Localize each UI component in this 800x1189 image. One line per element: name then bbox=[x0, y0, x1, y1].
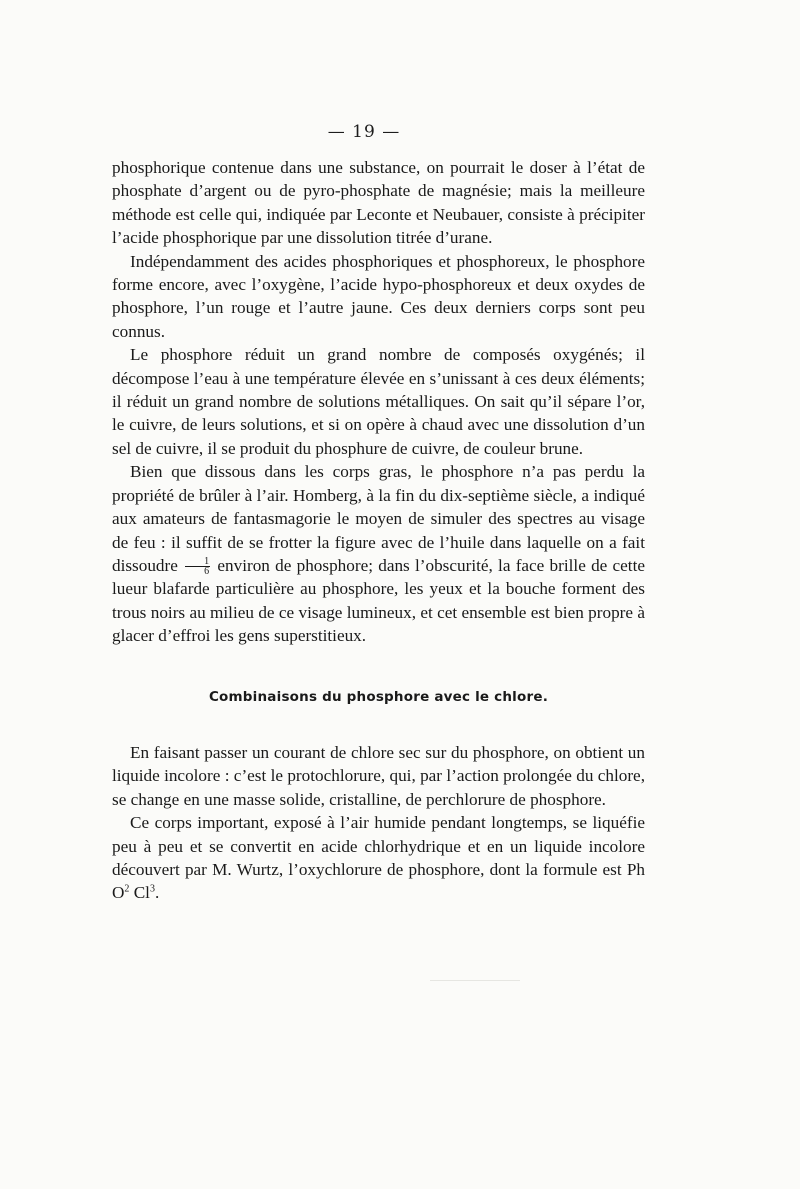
paragraph-4-part-1: Bien que dissous dans les corps gras, le phosphore n’a pas perdu la propriété de brûler à l’air. Homberg, à la fin du dix-septième siècle, a indiqué aux amateurs de fantasmagorie le moyen de simuler des spectres au visage de feu : il suffit de se frotter la figure avec de l’huile dans laquelle on a fait dissoudre bbox=[112, 462, 645, 575]
paragraph-1: phosphorique contenue dans une substance, on pourrait le doser à l’état de phosphate d’argent ou de pyro-phosphate de magnésie; mais la meilleure méthode est celle qui, indiquée par Leconte et Neubauer, consiste à précipiter l’acide phosphorique par une dissolution titrée d’urane. bbox=[112, 158, 645, 248]
paragraph-4 bbox=[112, 460, 645, 647]
paragraph-4-part-2: environ de phosphore; dans l’obscurité, la face brille de cette lueur blafarde particulière au phosphore, les yeux et la bouche forment des trous noirs au milieu de ce visage lumineux, et cet ensemble est bien propre à glacer d’effroi les gens superstitieux. bbox=[112, 555, 645, 646]
section-heading: Combinaisons du phosphore avec le chlore. bbox=[208, 688, 549, 705]
body-text bbox=[112, 156, 645, 905]
page-number: — 19 — bbox=[327, 122, 401, 142]
formula-subscript-chlorine: 3 bbox=[149, 883, 155, 895]
formula-end: . bbox=[154, 883, 160, 903]
formula-subscript-oxygen: 2 bbox=[124, 883, 130, 895]
show-through-mark bbox=[430, 980, 520, 981]
fraction-numerator: 1 bbox=[185, 557, 210, 567]
fraction-one-sixth bbox=[185, 557, 210, 576]
paragraph-2: Indépendamment des acides phosphoriques et phosphoreux, le phosphore forme encore, avec l’oxygène, l’acide hypo-phosphoreux et deux oxydes de phosphore, l’un rouge et l’autre jaune. Ces deux derniers corps sont peu connus. bbox=[112, 251, 645, 341]
paragraph-5: En faisant passer un courant de chlore sec sur du phosphore, on obtient un liquide incolore : c’est le protochlorure, qui, par l’action prolongée du chlore, se change en une masse solide, cristalline, de perchlorure de phosphore. bbox=[112, 742, 645, 809]
formula-chlorine: Cl bbox=[129, 883, 150, 903]
paragraph-3: Le phosphore réduit un grand nombre de composés oxygénés; il décompose l’eau à une température élevée en s’unissant à ces deux éléments; il réduit un grand nombre de solutions métalliques. On sait qu’il sépare l’or, le cuivre, de leurs solutions, et si on opère à chaud avec une dissolution d’un sel de cuivre, il se produit du phosphure de cuivre, de couleur brune. bbox=[112, 345, 645, 458]
paragraph-6-text: Ce corps important, exposé à l’air humide pendant longtemps, se liquéfie peu à peu et se convertit en acide chlorhydrique et en un liquide incolore découvert par M. Wurtz, l’oxychlorure de phosphore, dont la formule est Ph O bbox=[112, 813, 645, 903]
fraction-denominator: 6 bbox=[204, 566, 210, 578]
paragraph-6 bbox=[112, 811, 645, 905]
